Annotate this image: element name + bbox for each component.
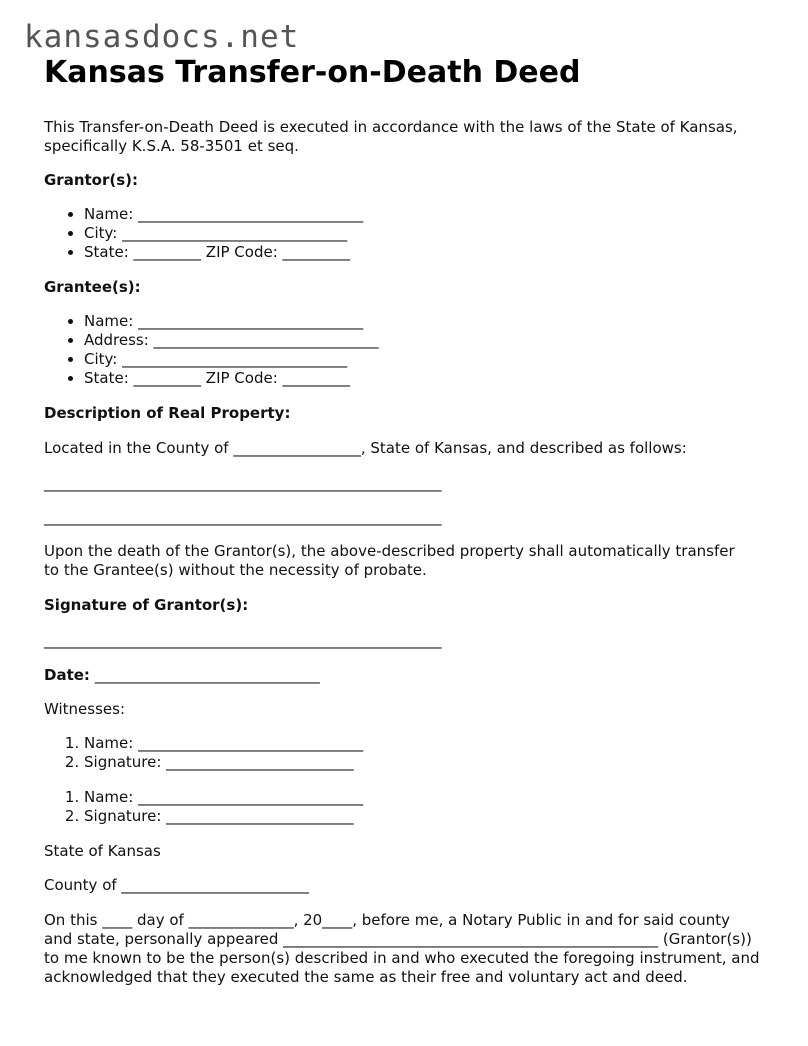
grantor-list <box>44 205 363 262</box>
witness-1-name-field[interactable]: 1. Name: ______________________________ <box>84 734 363 753</box>
notary-paragraph: On this ____ day of ______________, 20____, before me, a Notary Public in and for said county and state, personally appeared __________________________________________________ (Grantor(s)) to me known to be the person(s) described in and who executed the foregoing instrument, and acknowledged that they executed the same as their free and voluntary act and deed. <box>44 911 760 986</box>
property-county-line[interactable]: Located in the County of _________________, State of Kansas, and described as follows: <box>44 439 687 457</box>
site-watermark: kansasdocs.net <box>24 19 300 55</box>
grantee-heading: Grantee(s): <box>44 278 141 296</box>
witness-group-2 <box>44 788 363 826</box>
grantee-name-field[interactable]: • Name: ______________________________ <box>84 312 379 331</box>
date-row <box>44 666 320 685</box>
intro-paragraph: This Transfer-on-Death Deed is executed in accordance with the laws of the State of Kansas, specifically K.S.A. 58-3501 et seq. <box>44 118 738 155</box>
witness-1-signature-field[interactable]: 2. Signature: _________________________ <box>84 753 363 772</box>
page-title: Kansas Transfer-on-Death Deed <box>44 55 581 90</box>
witnesses-label: Witnesses: <box>44 700 126 718</box>
date-label: Date: <box>44 666 90 684</box>
witness-2-signature-field[interactable]: 2. Signature: _________________________ <box>84 807 363 826</box>
signature-line[interactable]: _____________________________________________________ <box>44 631 442 649</box>
grantor-city-field[interactable]: • City: ______________________________ <box>84 224 363 243</box>
grantor-state-zip-field[interactable]: • State: _________ ZIP Code: _________ <box>84 243 363 262</box>
property-description-line-1[interactable]: _____________________________________________________ <box>44 474 442 492</box>
notary-state: State of Kansas <box>44 842 161 860</box>
transfer-paragraph: Upon the death of the Grantor(s), the above-described property shall automatically transfer to the Grantee(s) without the necessity of probate. <box>44 542 735 579</box>
witness-2-name-field[interactable]: 1. Name: ______________________________ <box>84 788 363 807</box>
grantee-state-zip-field[interactable]: • State: _________ ZIP Code: _________ <box>84 369 379 388</box>
witness-group-1 <box>44 734 363 772</box>
grantee-city-field[interactable]: • City: ______________________________ <box>84 350 379 369</box>
grantee-address-field[interactable]: • Address: ______________________________ <box>84 331 379 350</box>
grantor-name-field[interactable]: • Name: ______________________________ <box>84 205 363 224</box>
grantee-list <box>44 312 379 388</box>
date-field[interactable]: ______________________________ <box>94 666 320 684</box>
property-description-line-2[interactable]: _____________________________________________________ <box>44 508 442 526</box>
property-heading: Description of Real Property: <box>44 404 291 422</box>
signature-heading: Signature of Grantor(s): <box>44 596 249 614</box>
grantor-heading: Grantor(s): <box>44 171 139 189</box>
notary-county-field[interactable]: County of _________________________ <box>44 876 309 894</box>
